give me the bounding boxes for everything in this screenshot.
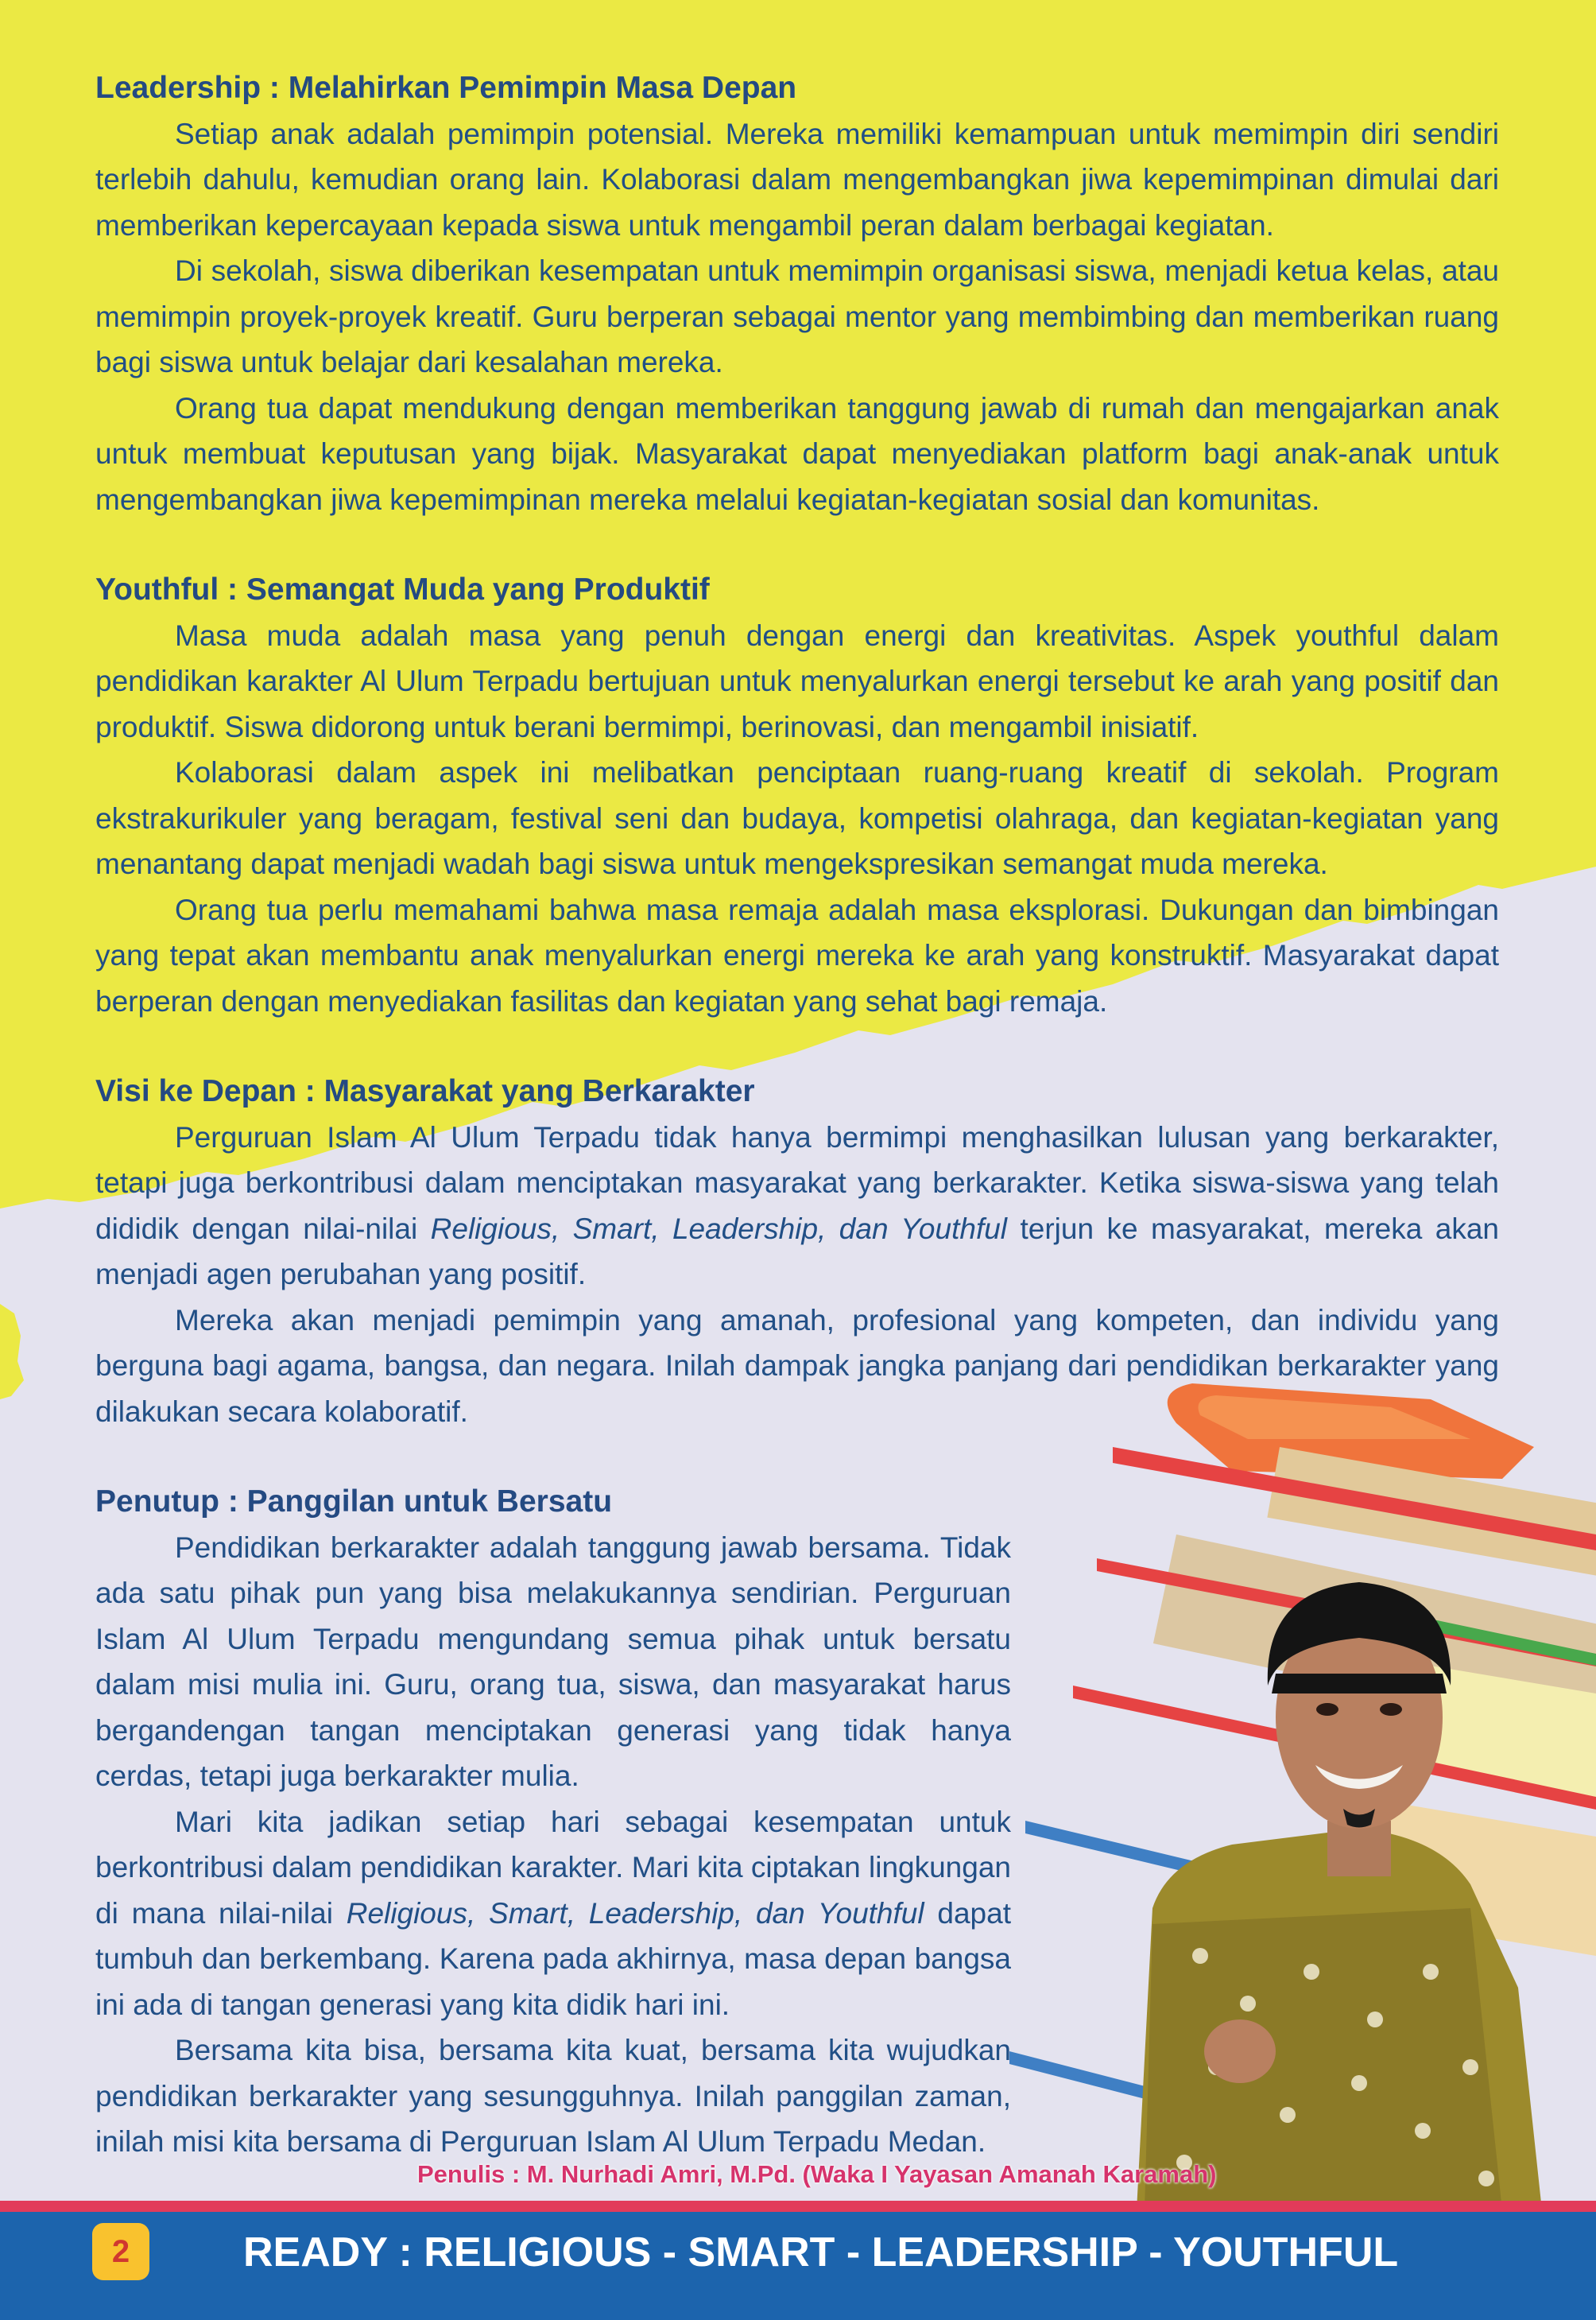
- page-number-badge: 2: [92, 2223, 149, 2280]
- text-run: dapat tumbuh dan berkembang. Karena pada akhirnya, masa depan bangsa ini ada di tangan generasi yang kita didik hari ini.: [95, 1896, 1011, 2021]
- footer-bar: [0, 2212, 1596, 2320]
- section-visi: [95, 1069, 1499, 1434]
- paragraph: Setiap anak adalah pemimpin potensial. Mereka memiliki kemampuan untuk memimpin diri sendiri terlebih dahulu, kemudian orang lain. Kolaborasi dalam mengembangkan jiwa kepemimpinan dimulai dari memberikan kepercayaan kepada siswa untuk mengambil peran dalam berbagai kegiatan.: [95, 117, 1499, 242]
- paragraph: Mereka akan menjadi pemimpin yang amanah, profesional yang kompeten, dan individu yang berguna bagi agama, bangsa, dan negara. Inilah dampak jangka panjang dari pendidikan berkarakter yang dilakukan secara kolaboratif.: [95, 1303, 1499, 1428]
- section-heading-youthful: Youthful : Semangat Muda yang Produktif: [95, 572, 710, 607]
- paragraph: Masa muda adalah masa yang penuh dengan energi dan kreativitas. Aspek youthful dalam pendidikan karakter Al Ulum Terpadu bertujuan untuk menyalurkan energi tersebut ke arah yang positif dan produktif. Siswa didorong untuk berani bermimpi, berinovasi, dan mengambil inisiatif.: [95, 619, 1499, 743]
- paragraph: Di sekolah, siswa diberikan kesempatan untuk memimpin organisasi siswa, menjadi ketua kelas, atau memimpin proyek-proyek kreatif. Guru berperan sebagai mentor yang membimbing dan memberikan ruang bagi siswa untuk belajar dari kesalahan mereka.: [95, 254, 1499, 378]
- section-heading-penutup: Penutup : Panggilan untuk Bersatu: [95, 1484, 613, 1519]
- paragraph: [95, 1799, 1011, 2028]
- article-body: [95, 65, 1499, 2165]
- text-run: Mari kita jadikan setiap hari sebagai kesempatan untuk berkontribusi dalam pendidikan karakter. Mari kita ciptakan lingkungan di mana nilai-nilai: [95, 1805, 1011, 1930]
- section-youthful: [95, 567, 1499, 1024]
- values-italic: Religious, Smart, Leadership, dan Youthful: [346, 1896, 924, 1930]
- text-run: Perguruan Islam Al Ulum Terpadu tidak hanya bermimpi menghasilkan lulusan yang berkarakter, tetapi juga berkontribusi dalam menciptakan masyarakat yang berkarakter. Ketika siswa-siswa yang telah dididik dengan nilai-nilai: [95, 1120, 1499, 1245]
- author-credit: Penulis : M. Nurhadi Amri, M.Pd. (Waka I Yayasan Amanah Karamah): [417, 2160, 1217, 2188]
- values-italic: Religious, Smart, Leadership, dan Youthful: [430, 1212, 1008, 1245]
- section-heading-leadership: Leadership : Melahirkan Pemimpin Masa Depan: [95, 71, 797, 105]
- paragraph: Kolaborasi dalam aspek ini melibatkan penciptaan ruang-ruang kreatif di sekolah. Program ekstrakurikuler yang beragam, festival seni dan budaya, kompetisi olahraga, dan kegiatan-kegiatan yang menantang dapat menjadi wadah bagi siswa untuk mengekspresikan semangat muda mereka.: [95, 756, 1499, 880]
- footer-slogan: READY : RELIGIOUS - SMART - LEADERSHIP - YOUTHFUL: [243, 2229, 1399, 2275]
- text-run: terjun ke masyarakat, mereka akan menjadi agen perubahan yang positif.: [95, 1212, 1500, 1290]
- section-heading-visi: Visi ke Depan : Masyarakat yang Berkarakter: [95, 1074, 755, 1108]
- section-leadership: [95, 65, 1499, 522]
- paragraph: Pendidikan berkarakter adalah tanggung jawab bersama. Tidak ada satu pihak pun yang bisa melakukannya sendirian. Perguruan Islam Al Ulum Terpadu mengundang semua pihak untuk bersatu dalam misi mulia ini. Guru, orang tua, siswa, dan masyarakat harus bergandengan tangan menciptakan generasi yang tidak hanya cerdas, tetapi juga berkarakter mulia.: [95, 1531, 1011, 1792]
- footer-accent-band: [0, 2201, 1596, 2212]
- paragraph: [95, 1115, 1499, 1298]
- paragraph: Orang tua perlu memahami bahwa masa remaja adalah masa eksplorasi. Dukungan dan bimbingan yang tepat akan membantu anak menyalurkan energi mereka ke arah yang konstruktif. Masyarakat dapat berperan dengan menyediakan fasilitas dan kegiatan yang sehat bagi remaja.: [95, 893, 1499, 1018]
- paragraph: Bersama kita bisa, bersama kita kuat, bersama kita wujudkan pendidikan berkarakter yang sesungguhnya. Inilah panggilan zaman, inilah misi kita bersama di Perguruan Islam Al Ulum Terpadu Medan.: [95, 2034, 1011, 2158]
- paragraph: Orang tua dapat mendukung dengan memberikan tanggung jawab di rumah dan mengajarkan anak untuk membuat keputusan yang bijak. Masyarakat dapat menyediakan platform bagi anak-anak untuk mengembangkan jiwa kepemimpinan mereka melalui kegiatan-kegiatan sosial dan komunitas.: [95, 391, 1499, 516]
- section-penutup: [95, 1479, 1499, 2165]
